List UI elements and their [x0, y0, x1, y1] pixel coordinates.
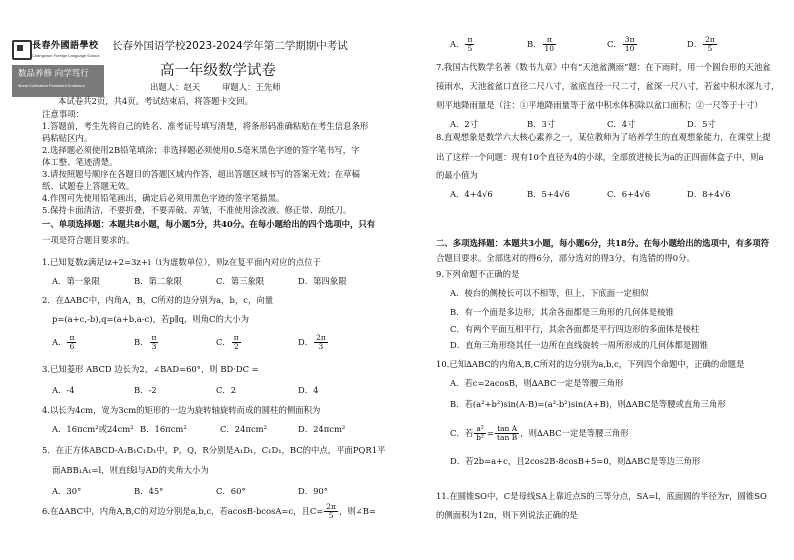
- q2-stem: 2．在∆ABC中，内角A，B，C所对的边分别为a，b，c，向量: [42, 295, 274, 305]
- q6-stem-end: ，则∠B=: [338, 505, 376, 516]
- exam-header: 长春外国语学校2023-2024学年第二学期期中考试: [112, 40, 348, 52]
- denominator: 10: [544, 43, 555, 53]
- numerator: π: [467, 35, 473, 44]
- fraction: [623, 36, 637, 53]
- fraction: [465, 36, 474, 53]
- numerator: a²: [474, 425, 486, 434]
- q3-option-d: D．4: [298, 385, 319, 395]
- left-column: [0, 0, 394, 560]
- option-label: B．: [527, 38, 542, 49]
- q7-option-c: C．4寸: [607, 119, 636, 129]
- denominator: 10: [624, 43, 635, 53]
- q1-option-c: C．第三象限: [216, 276, 265, 286]
- numerator: tan A: [495, 425, 519, 434]
- q1-stem: 1.已知复数z满足iz+2=3z+i（i为虚数单位），则z在复平面内对应的点位于: [42, 257, 321, 267]
- q5-option-b: B．45°: [134, 486, 164, 496]
- notice-4: 4.作图可先使用铅笔画出，确定后必须用黑色字迹的签字笔描黑。: [42, 193, 285, 203]
- q11-line1: 11.在圆锥SO中，C是母线SA上靠近点S的三等分点，SA=l，底面圆的半径为r，圆锥SO: [436, 491, 767, 501]
- q6-option-c: [607, 36, 638, 53]
- fraction: [703, 36, 717, 53]
- reviewer: 审题人：王先师: [222, 82, 281, 92]
- notice-heading: 注意事项：: [42, 109, 84, 119]
- q9-option-a: A．棱台的侧棱长可以不相等，但上、下底面一定相似: [450, 288, 649, 298]
- q11-line2: 的侧面积为12π，则下列说法正确的是: [436, 510, 578, 520]
- q2-option-a: [52, 334, 77, 351]
- q7-line1: 7.我国古代数学名著《数书九章》中有“天池盆测雨”题：在下雨时，用一个圆台形的天池盆: [436, 62, 771, 72]
- section1-heading-cont: 一项是符合题目要求的。: [42, 235, 135, 245]
- denominator: tan B: [497, 432, 518, 442]
- notice-1b: 码粘贴区内。: [42, 133, 93, 143]
- fraction: [474, 425, 486, 442]
- fraction: [150, 334, 159, 351]
- q5-stem-cont: 面ABB₁A₁=l，则直线l与AD的夹角大小为: [52, 465, 209, 475]
- q1-option-a: A．第一象限: [52, 276, 100, 286]
- numerator: 3π: [624, 35, 635, 44]
- denominator: 5: [467, 43, 473, 53]
- section2-heading-cont: 合题目要求。全部选对的得6分，部分选对的得3分，有选错的得0分。: [436, 253, 695, 263]
- logo-motto: 数品养修 向学笃行: [18, 69, 89, 79]
- fraction: [543, 36, 557, 53]
- q5-option-c: C．60°: [216, 486, 246, 496]
- intro-line: 本试卷共2页，共4页。考试结束后，将答题卡交回。: [58, 96, 253, 106]
- q3-stem: 3.已知菱形 ABCD 边长为2，∠BAD=60°，则 BD·DC =: [42, 364, 259, 374]
- option-label: D．: [298, 336, 314, 347]
- option-label: C．: [607, 38, 622, 49]
- q8-line2: 出了这样一个问题：现有10个直径为4的小球，全部放进棱长为a的正四面体盒子中，则a: [436, 152, 764, 162]
- q10-option-b: B．若(a²+b²)sin(A-B)=(a²-b²)sin(A+B)，则∆ABC是等腰或直角三角形: [450, 399, 726, 409]
- q8-option-a: A．4+4√6: [450, 189, 493, 199]
- q9-option-b: B．有一个面是多边形，其余各面都是三角形的几何体是棱锥: [450, 307, 674, 317]
- right-column: [402, 0, 794, 560]
- option-label: D．: [687, 38, 703, 49]
- q9-option-c: C．有两个平面互相平行，其余各面都是平行四边形的多面体是棱柱: [450, 324, 700, 334]
- logo-motto-en: Moral Cultivation Persistent Endeavor: [18, 83, 85, 88]
- q3-option-c: C．2: [216, 385, 237, 395]
- numerator: 2π: [316, 333, 326, 342]
- numerator: π: [151, 333, 157, 342]
- page-title: 高一年级数学试卷: [160, 63, 276, 79]
- notice-1a: 1.答题前，考生先将自己的姓名、准考证号填写清楚，将条形码准确粘贴在考生信息条形: [42, 121, 369, 131]
- logo-name-cn: 長春外國語學校: [32, 41, 99, 51]
- logo-name-en: Changchun Foreign Language School: [32, 53, 100, 58]
- q10-option-d: D．若2b=a+c，且2cos2B-8cosB+5=0，则∆ABC是等边三角形: [450, 456, 701, 466]
- fraction: [495, 425, 519, 442]
- q5-option-a: A．30°: [52, 486, 82, 496]
- author: 出题人：赵天: [150, 82, 201, 92]
- numerator: π: [543, 36, 557, 45]
- q10-option-a: A．若c=2acosB，则∆ABC一定是等腰三角形: [450, 378, 624, 388]
- denominator: 3: [151, 341, 157, 351]
- denominator: 5: [328, 510, 334, 520]
- fraction: [324, 503, 338, 520]
- q1-option-b: B．第二象限: [134, 276, 183, 286]
- q7-option-d: D．5寸: [687, 119, 716, 129]
- fraction: [314, 334, 328, 351]
- q7-line2: 接雨水，天池盆盆口直径二尺八寸，盆底直径一尺二寸，盆深一尺八寸，若盆中积水深九寸，: [436, 81, 780, 91]
- q4-option-d: D．24πcm²: [298, 424, 346, 434]
- q6-option-a: [450, 36, 475, 53]
- numerator: π: [69, 333, 75, 342]
- q9-stem: 9.下列命题不正确的是: [436, 269, 520, 279]
- option-label: B．: [134, 336, 149, 347]
- q6-stem-text: 6.在∆ABC中，内角A,B,C的对边分别是a,b,c，若acosB-bcosA=c，且C=: [42, 505, 324, 516]
- q4-option-b: B．16πcm²: [140, 424, 187, 434]
- numerator: 2π: [705, 35, 715, 44]
- logo-motto-box: [12, 65, 104, 97]
- option-label: A．: [450, 38, 465, 49]
- q2-vectors: p=(a+c,-b),q=(a+b,a-c)，若p∥q，则角C的大小为: [52, 314, 249, 324]
- q1-option-d: D．第四象限: [298, 276, 347, 286]
- option-label: A．: [52, 336, 67, 347]
- q4-option-a: A．16πcm²或24cm²: [52, 424, 134, 434]
- q10-stem: 10.已知∆ABC的内角A,B,C所对的边分别为a,b,c，下列四个命题中，正确的命题是: [436, 359, 745, 369]
- q2-option-b: [134, 334, 159, 351]
- q8-line3: 的最小值为: [436, 170, 478, 180]
- denominator: 3: [318, 341, 324, 351]
- q10-option-c: [450, 425, 629, 442]
- denominator: 6: [69, 341, 75, 351]
- numerator: π: [233, 333, 239, 342]
- denominator: 2: [233, 341, 239, 351]
- equals-sign: =: [486, 427, 495, 438]
- q6-option-d: [687, 36, 718, 53]
- fraction: [67, 334, 76, 351]
- notice-2b: 体工整、笔迹清楚。: [42, 157, 118, 167]
- option-label: C．若: [450, 427, 474, 438]
- denominator: b²: [476, 432, 484, 442]
- q4-option-c: C．24πcm²: [220, 424, 267, 434]
- option-label: C．: [216, 336, 231, 347]
- q8-option-b: B．5+4√6: [527, 189, 570, 199]
- numerator: 2π: [326, 502, 336, 511]
- notice-3a: 3.请按照题号顺序在各题目的答题区域内作答，超出答题区域书写的答案无效；在草稿: [42, 169, 360, 179]
- school-emblem-icon: [12, 40, 32, 60]
- fraction: [232, 334, 241, 351]
- denominator: 5: [707, 43, 713, 53]
- notice-5: 5.保持卡面清洁，不要折叠，不要弄破、弄皱，不准使用涂改液、修正带、刮纸刀。: [42, 205, 352, 215]
- section1-heading: 一、单项选择题：本题共8小题，每小题5分，共40分。在每小题给出的四个选项中，只有: [42, 219, 376, 229]
- option-text: ，则∆ABC一定是等腰三角形: [520, 427, 629, 438]
- notice-2a: 2.选择题必须使用2B铅笔填涂；非选择题必须使用0.5毫米黑色字迹的签字笔书写，字: [42, 145, 360, 155]
- q6-option-b: [527, 36, 557, 53]
- q6-stem: [42, 503, 376, 520]
- q5-option-d: D．90°: [298, 486, 328, 496]
- section2-heading: 二、多项选择题：本题共3小题，每小题6分，共18分。在每小题给出的选项中，有多项符: [436, 238, 770, 248]
- q7-option-a: A．2寸: [450, 119, 479, 129]
- q9-option-d: D．直角三角形绕其任一边所在直线旋转一周所形成的几何体都是圆锥: [450, 340, 708, 350]
- q7-option-b: B．3寸: [527, 119, 556, 129]
- q7-line3: 则平地降雨量是（注：①平地降雨量等于盆中积水体积除以盆口面积；②一尺等于十寸）: [436, 100, 763, 110]
- q8-option-c: C．6+4√6: [607, 189, 651, 199]
- q5-stem: 5．在正方体ABCD-A₁B₁C₁D₁中，P，Q，R分别是A₁D₁，C₁D₁，BC的中点，平面PQR1平: [42, 445, 386, 455]
- notice-3b: 纸、试题卷上答题无效。: [42, 181, 135, 191]
- q8-option-d: D．8+4√6: [687, 189, 731, 199]
- q3-option-a: A．-4: [52, 385, 75, 395]
- q3-option-b: B．-2: [134, 385, 157, 395]
- q4-stem: 4.以长为4cm，宽为3cm的矩形的一边为旋转轴旋转而成的圆柱的侧面积为: [42, 405, 321, 415]
- q2-option-d: [298, 334, 329, 351]
- q8-line1: 8.直观想象是数学六大核心素养之一，某位教师为了培养学生的直观想象能力，在课堂上提: [436, 132, 771, 142]
- q2-option-c: [216, 334, 242, 351]
